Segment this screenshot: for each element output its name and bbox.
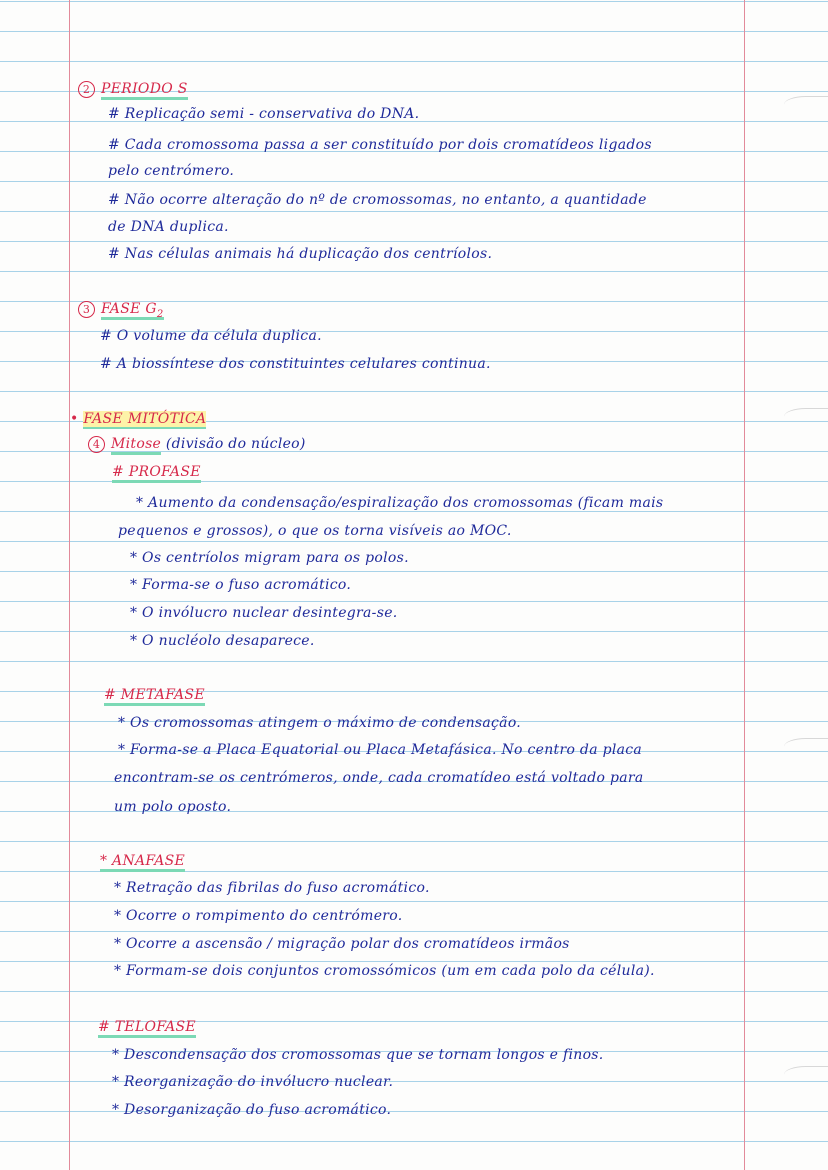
note-line: * Ocorre a ascensão / migração polar dos cromatídeos irmãos [114, 936, 570, 952]
heading-fase-g2 [78, 298, 164, 322]
heading-text: # METAFASE [104, 687, 205, 706]
bullet-dot: • [70, 411, 79, 427]
heading-note: (divisão do núcleo) [165, 436, 306, 452]
heading-profase [112, 461, 201, 483]
heading-telofase [98, 1016, 196, 1038]
heading-mitose [88, 433, 306, 455]
heading-text: FASE MITÓTICA [83, 411, 207, 427]
note-line: um polo oposto. [114, 799, 232, 815]
left-margin-line [69, 0, 70, 1170]
note-line: * Desorganização do fuso acromático. [112, 1102, 392, 1118]
note-line: * Ocorre o rompimento do centrómero. [114, 908, 403, 924]
binder-hole-mark [784, 408, 828, 425]
binder-hole-mark [784, 738, 828, 755]
heading-text: # TELOFASE [98, 1019, 196, 1038]
note-line: * Reorganização do invólucro nuclear. [112, 1074, 394, 1090]
heading-text [101, 301, 164, 320]
subscript: 2 [156, 309, 164, 320]
note-line: * Forma-se o fuso acromático. [130, 577, 352, 593]
note-line: # Nas células animais há duplicação dos centríolos. [108, 246, 493, 262]
note-line: * O nucléolo desaparece. [130, 633, 315, 649]
heading-text: Mitose [111, 436, 161, 455]
section-number-badge: 3 [78, 301, 95, 318]
note-line: * Aumento da condensação/espiralização dos cromossomas (ficam mais [136, 495, 664, 511]
heading-fase-mitotica [70, 408, 206, 430]
note-line: pelo centrómero. [108, 163, 235, 179]
note-line: * O invólucro nuclear desintegra-se. [130, 605, 398, 621]
heading-metafase [104, 684, 205, 706]
heading-periodo-s [78, 78, 188, 100]
note-line: * Retração das fibrilas do fuso acromático. [114, 880, 430, 896]
note-line: # O volume da célula duplica. [100, 328, 322, 344]
note-line: encontram-se os centrómeros, onde, cada cromatídeo está voltado para [114, 770, 644, 786]
heading-text: # PROFASE [112, 464, 201, 483]
heading-text: PERIODO S [101, 81, 188, 100]
note-line: * Os cromossomas atingem o máximo de condensação. [118, 715, 522, 731]
right-margin-line [744, 0, 745, 1170]
note-line: # A biossíntese dos constituintes celulares continua. [100, 356, 491, 372]
section-number-badge: 4 [88, 436, 105, 453]
heading-text: * ANAFASE [100, 853, 185, 872]
section-number-badge: 2 [78, 81, 95, 98]
heading-label: FASE G [101, 301, 157, 317]
note-line: de DNA duplica. [108, 219, 229, 235]
binder-hole-mark [784, 1066, 828, 1083]
note-line: * Descondensação dos cromossomas que se tornam longos e finos. [112, 1047, 604, 1063]
note-line: # Cada cromossoma passa a ser constituído por dois cromatídeos ligados [108, 137, 652, 153]
binder-hole-mark [784, 96, 828, 113]
note-line: # Não ocorre alteração do nº de cromossomas, no entanto, a quantidade [108, 192, 647, 208]
note-line: # Replicação semi - conservativa do DNA. [108, 106, 420, 122]
note-line: * Os centríolos migram para os polos. [130, 550, 409, 566]
note-line: pequenos e grossos), o que os torna visíveis ao MOC. [118, 523, 512, 539]
note-line: * Forma-se a Placa Equatorial ou Placa Metafásica. No centro da placa [118, 742, 643, 758]
heading-anafase [100, 850, 185, 872]
note-line: * Formam-se dois conjuntos cromossómicos (um em cada polo da célula). [114, 963, 655, 979]
